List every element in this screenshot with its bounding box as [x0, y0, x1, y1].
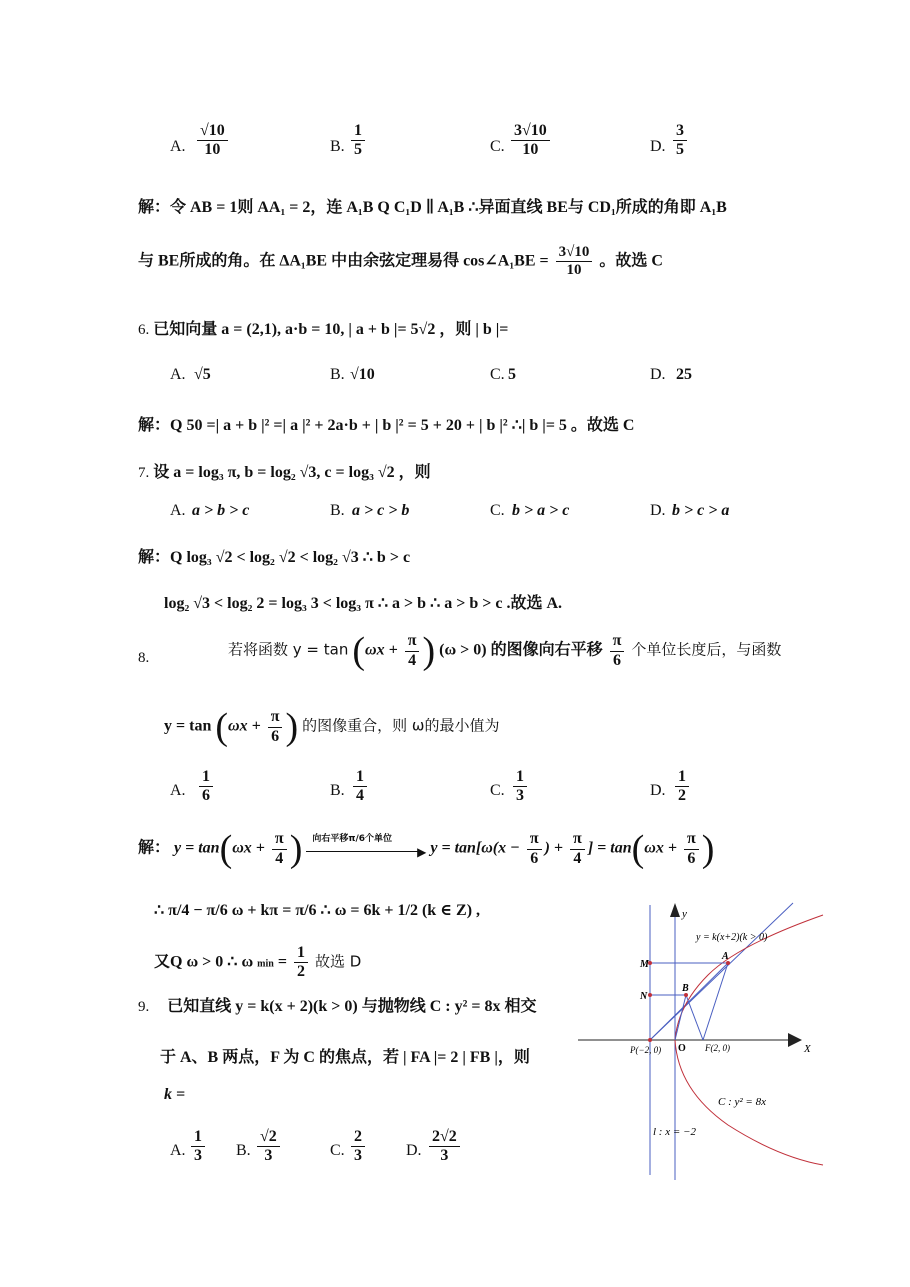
q5-option-b-label: B.	[330, 138, 345, 155]
point-f-label: F(2, 0)	[705, 1043, 730, 1053]
point-p-dot	[648, 1038, 652, 1042]
q6-number: 6.	[138, 322, 150, 338]
x-axis-label: X	[804, 1043, 811, 1055]
q5-option-a-value: $\frac{√10}{10}$	[197, 122, 228, 160]
q6-option-c-value: 5	[508, 366, 516, 383]
q8-option-b-label: B.	[330, 782, 345, 799]
q5-options	[170, 122, 730, 174]
q8-option-d-label: D.	[650, 782, 666, 799]
q6-solution: 解：Q 50 =| a + b |² =| a |² + 2a·b + | b |² = 5 + 20 + | b |² ∴| b |= 5 。故选 C	[138, 417, 635, 434]
q6-option-a-label: A.	[170, 366, 186, 383]
q9-option-a-value: $\frac{1}{3}$	[191, 1128, 205, 1166]
q8-solution-line2: ∴ π/4 − π/6 ω + kπ = π/6 ∴ ω = 6k + 1/2 (k ∈ Z) ,	[154, 902, 481, 919]
q6-option-d-label: D.	[650, 366, 666, 383]
q8-stem-line2: y = tan (ωx + $\frac{\pi}{6}$ ) 的图像重合，则 ω的最小值为	[164, 706, 500, 748]
q9-options	[170, 1128, 470, 1178]
q8-solution-line3: 又Q ω > 0 ∴ ω min = $\frac{1}{2}$ 故选 D	[154, 944, 362, 981]
q8-option-a-value: $\frac{1}{6}$	[199, 768, 213, 806]
q8-stem2-post: 的图像重合，则 ω的最小值为	[302, 716, 500, 735]
q5-solution-line2-pre: 与 BE所成的角。在 ΔA₁BE 中由余弦定理易得 cos∠A₁BE =	[138, 252, 549, 270]
q8-solution-prefix: 解：	[138, 839, 171, 857]
x-axis-arrow-icon	[788, 1033, 802, 1047]
q5-option-b-value: $\frac{1}{5}$	[351, 122, 365, 160]
q8-option-b-value: $\frac{1}{4}$	[353, 768, 367, 806]
q7-option-c-label: C.	[490, 502, 505, 519]
q7-options	[170, 502, 770, 526]
q5-option-a-label: A.	[170, 138, 186, 155]
q9-number: 9.	[138, 999, 150, 1015]
q6-option-d-value: 25	[676, 366, 692, 383]
q7-stem-text: 设 a = log₃ π, b = log₂ √3, c = log₃ √2 ，则	[153, 464, 431, 481]
point-p-label: P(−2, 0)	[630, 1045, 662, 1055]
q8-solution-line3-post: 故选 D	[314, 952, 362, 971]
directrix-label: l : x = −2	[653, 1126, 696, 1138]
q8-option-c-value: $\frac{1}{3}$	[513, 768, 527, 806]
y-axis-label: y	[682, 908, 687, 920]
q8-stem1-pre: 若将函数 y = tan	[228, 640, 349, 659]
q6-stem	[138, 316, 508, 339]
q5-solution-fraction: $\frac{3√10}{10}$	[556, 244, 593, 280]
point-n-label: N	[640, 991, 648, 1002]
q8-solution-line3-pre: 又Q ω > 0 ∴ ω	[154, 953, 254, 971]
q9-stem-line1	[138, 993, 537, 1016]
line-pa	[650, 963, 728, 1040]
q5-option-d-value: $\frac{3}{5}$	[673, 122, 687, 160]
q8-options	[170, 768, 730, 818]
point-m-label: M	[640, 959, 649, 970]
q9-option-a-label: A.	[170, 1142, 186, 1159]
q7-solution-line2: log₂ √3 < log₂ 2 = log₃ 3 < log₃ π ∴ a > b ∴ a > b > c .故选 A.	[164, 595, 563, 612]
q9-option-c-label: C.	[330, 1142, 345, 1159]
q8-stem2-pre: y = tan	[164, 717, 212, 735]
q8-option-c-label: C.	[490, 782, 505, 799]
q8-solution-arrow: 向右平移π/6个单位 ▶	[306, 839, 426, 859]
q7-option-d-label: D.	[650, 502, 666, 519]
q6-options	[170, 366, 730, 390]
q7-stem	[138, 459, 431, 482]
q5-solution-line2	[138, 244, 663, 280]
point-a-label: A	[722, 951, 729, 962]
point-b-label: B	[682, 983, 689, 994]
q6-option-a-value: √5	[194, 366, 211, 383]
q9-option-b-label: B.	[236, 1142, 251, 1159]
curve-equation-label: C : y² = 8x	[718, 1096, 766, 1108]
y-axis-arrow-icon	[670, 903, 680, 917]
q9-option-b-value: $\frac{√2}{3}$	[257, 1128, 280, 1166]
q6-option-b-label: B.	[330, 366, 345, 383]
q7-option-a-value: a > b > c	[192, 502, 250, 519]
q8-solution-line1: 解： y = tan(ωx + $\frac{\pi}{4}$ ) 向右平移π/6个单位 ▶ y = tan[ω(x − $\frac{\pi}{6}$ ) + $\frac{\pi}{4}$ ] = tan(ωx + $\frac{\pi}{6}$ )	[138, 828, 715, 870]
q5-solution-line2-post: 。故选 C	[599, 252, 663, 270]
q8-option-a-label: A.	[170, 782, 186, 799]
q6-option-b-value: √10	[350, 366, 375, 383]
q6-stem-text: 已知向量 a = (2,1), a·b = 10, | a + b |= 5√2 ，则 | b |=	[153, 321, 509, 338]
q9-option-c-value: $\frac{2}{3}$	[351, 1128, 365, 1166]
q9-stem-line3: k =	[164, 1086, 186, 1103]
q9-stem-line2: 于 A、B 两点，F 为 C 的焦点，若 | FA |= 2 | FB |，则	[160, 1049, 530, 1066]
line-equation-label: y = k(x+2)(k > 0)	[696, 932, 768, 943]
q8-stem1-post: 个单位长度后，与函数	[631, 640, 782, 659]
q9-option-d-label: D.	[406, 1142, 422, 1159]
q7-option-b-label: B.	[330, 502, 345, 519]
q9-figure	[578, 895, 828, 1180]
q5-option-c-label: C.	[490, 138, 505, 155]
q7-solution-line1: 解：Q log₃ √2 < log₂ √2 < log₂ √3 ∴ b > c	[138, 549, 411, 566]
q7-option-d-value: b > c > a	[672, 502, 730, 519]
q5-solution-line1: 解：令 AB = 1则 AA₁ = 2，连 A₁B Q C₁D ∥ A₁B ∴异面直线 BE与 CD₁所成的角即 A₁B	[138, 199, 727, 216]
q8-number: 8.	[138, 650, 150, 666]
q8-stem-line1: 若将函数 y = tan (ωx + $\frac{\pi}{4}$ ) (ω > 0) 的图像向右平移 $\frac{\pi}{6}$ 个单位长度后，与函数	[228, 630, 782, 672]
q9-option-d-value: $\frac{2√2}{3}$	[429, 1128, 460, 1166]
point-n-dot	[648, 993, 652, 997]
q8-option-d-value: $\frac{1}{2}$	[675, 768, 689, 806]
q8-stem1-mid: (ω > 0) 的图像向右平移	[439, 641, 603, 659]
q8-solution-arrow-label: 向右平移π/6个单位	[312, 834, 393, 844]
q7-option-c-value: b > a > c	[512, 502, 570, 519]
q6-option-c-label: C.	[490, 366, 505, 383]
q7-number: 7.	[138, 465, 150, 481]
segment-fb	[686, 995, 703, 1040]
segment-fa	[703, 963, 728, 1040]
q5-option-d-label: D.	[650, 138, 666, 155]
point-o-label: O	[678, 1043, 686, 1054]
q7-option-a-label: A.	[170, 502, 186, 519]
segment-ob	[675, 995, 686, 1040]
q5-option-c-value: $\frac{3√10}{10}$	[511, 122, 550, 160]
q7-option-b-value: a > c > b	[352, 502, 410, 519]
q9-stem1: 已知直线 y = k(x + 2)(k > 0) 与抛物线 C : y² = 8x 相交	[167, 998, 537, 1015]
